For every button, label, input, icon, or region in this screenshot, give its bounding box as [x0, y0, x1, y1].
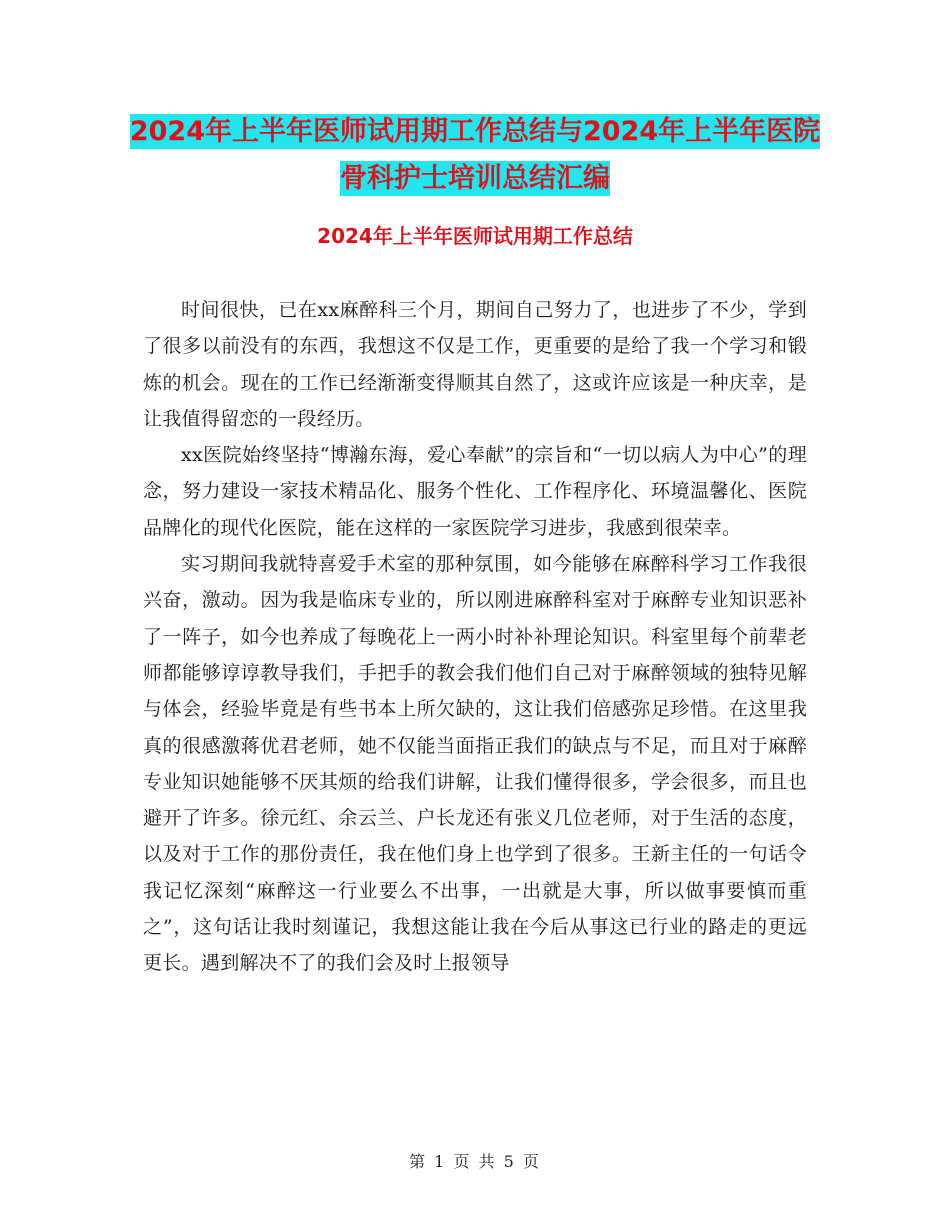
- page-footer: 第 1 页 共 5 页: [409, 1152, 541, 1171]
- document-title-text: 2024年上半年医师试用期工作总结与2024年上半年医院骨科护士培训总结汇编: [129, 116, 821, 194]
- document-title: [120, 108, 830, 202]
- paragraph-2: xx医院始终坚持“博瀚东海，爱心奉献”的宗旨和“一切以病人为中心”的理念，努力建设一家技术精品化、服务个性化、工作程序化、环境温馨化、医院品牌化的现代化医院，能在这样的一家医院学习进步，我感到很荣幸。: [143, 444, 807, 539]
- section-title: 2024年上半年医师试用期工作总结: [317, 224, 633, 248]
- paragraph-3: 实习期间我就特喜爱手术室的那种氛围，如今能够在麻醉科学习工作我很兴奋，激动。因为我是临床专业的，所以刚进麻醉科室对于麻醉专业知识恶补了一阵子，如今也养成了每晚花上一两小时补补理论知识。科室里每个前辈老师都能够谆谆教导我们，手把手的教会我们他们自己对于麻醉领域的独特见解与体会，经验毕竟是有些书本上所欠缺的，这让我们倍感弥足珍惜。在这里我真的很感激蒋优君老师，她不仅能当面指正我们的缺点与不足，而且对于麻醉专业知识她能够不厌其烦的给我们讲解，让我们懂得很多，学会很多，而且也避开了许多。徐元红、余云兰、户长龙还有张义几位老师，对于生活的态度，以及对于工作的那份责任，我在他们身上也学到了很多。王新主任的一句话令我记忆深刻“麻醉这一行业要么不出事，一出就是大事，所以做事要慎而重之”，这句话让我时刻谨记，我想这能让我在今后从事这已行业的路走的更远更长。遇到解决不了的我们会及时上报领导: [143, 553, 807, 975]
- paragraph-1: 时间很快，已在xx麻醉科三个月，期间自己努力了，也进步了不少，学到了很多以前没有的东西，我想这不仅是工作，更重要的是给了我一个学习和锻炼的机会。现在的工作已经渐渐变得顺其自然了，这或许应该是一种庆幸，是让我值得留恋的一段经历。: [143, 299, 807, 430]
- document-body: [143, 292, 807, 982]
